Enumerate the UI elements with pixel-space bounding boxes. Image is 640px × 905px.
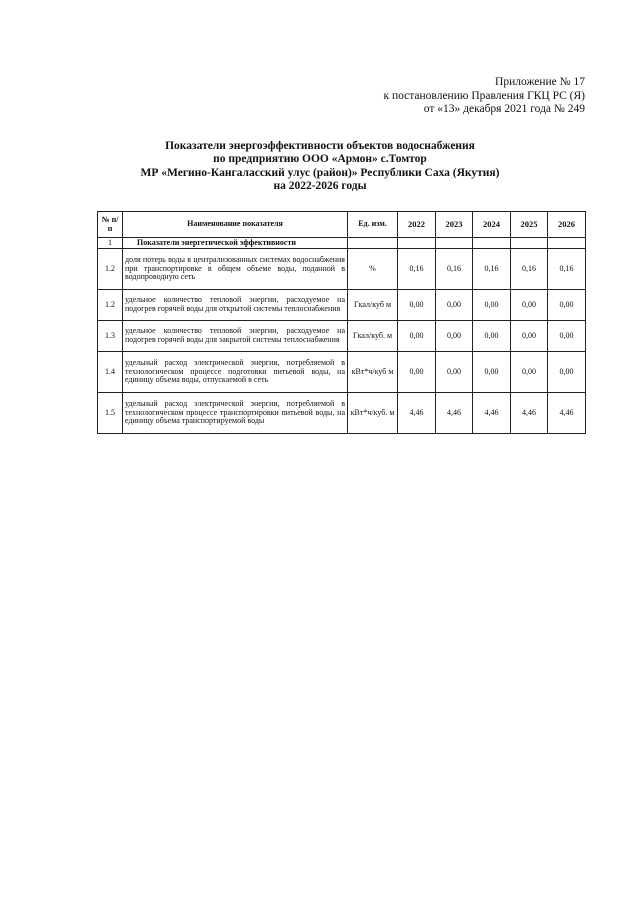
row-value: 0,00 xyxy=(398,321,436,352)
row-value: 0,00 xyxy=(511,321,548,352)
row-value: 0,00 xyxy=(398,352,436,393)
table-row xyxy=(98,321,586,352)
header-year: 2026 xyxy=(548,212,586,238)
row-unit: кВт*ч/куб. м xyxy=(348,393,398,434)
row-value: 0,00 xyxy=(436,352,473,393)
table-row xyxy=(98,290,586,321)
annex-header xyxy=(285,76,585,117)
indicators-table xyxy=(97,211,586,434)
header-year: 2022 xyxy=(398,212,436,238)
header-year: 2025 xyxy=(511,212,548,238)
row-value: 0,00 xyxy=(548,321,586,352)
row-num: 1.4 xyxy=(98,352,123,393)
row-value: 0,00 xyxy=(398,290,436,321)
row-num: 1.2 xyxy=(98,290,123,321)
row-value: 4,46 xyxy=(511,393,548,434)
row-value: 0,00 xyxy=(511,290,548,321)
annex-number: Приложение № 17 xyxy=(495,76,585,88)
header-num: № п/п xyxy=(98,212,123,238)
empty-cell xyxy=(436,238,473,249)
header-name: Наименование показателя xyxy=(123,212,348,238)
row-value: 0,16 xyxy=(436,249,473,290)
row-value: 0,16 xyxy=(511,249,548,290)
row-value: 0,00 xyxy=(436,290,473,321)
title-line-2: по предприятию ООО «Армон» с.Томтор xyxy=(213,153,427,166)
row-num: 1.3 xyxy=(98,321,123,352)
row-num: 1.5 xyxy=(98,393,123,434)
row-name: доля потерь воды в централизованных системах водоснабжения при транспортировке в общем объеме воды, поданной в водопроводную сеть xyxy=(123,249,348,290)
row-value: 0,00 xyxy=(511,352,548,393)
title-line-3: МР «Мегино-Кангаласский улус (район)» Республики Саха (Якутия) xyxy=(140,166,500,179)
row-value: 4,46 xyxy=(548,393,586,434)
row-name: удельный расход электрической энергии, потребляемой в технологическом процессе подготовки питьевой воды, на единицу объема воды, отпускаемой в сеть xyxy=(123,352,348,393)
row-unit: Гкал/куб м xyxy=(348,290,398,321)
row-unit: Гкал/куб. м xyxy=(348,321,398,352)
row-unit: % xyxy=(348,249,398,290)
row-name: удельное количество тепловой энергии, расходуемое на подогрев горячей воды для открытой системы теплоснабжения xyxy=(123,290,348,321)
empty-cell xyxy=(511,238,548,249)
row-value: 0,00 xyxy=(473,352,511,393)
header-unit: Ед. изм. xyxy=(348,212,398,238)
empty-cell xyxy=(548,238,586,249)
row-name: удельное количество тепловой энергии, расходуемое на подогрев горячей воды для закрытой системы теплоснабжения xyxy=(123,321,348,352)
empty-cell xyxy=(473,238,511,249)
row-num: 1.2 xyxy=(98,249,123,290)
empty-cell xyxy=(398,238,436,249)
row-value: 4,46 xyxy=(436,393,473,434)
row-value: 0,00 xyxy=(436,321,473,352)
table-header-row xyxy=(98,212,586,238)
row-value: 0,16 xyxy=(398,249,436,290)
empty-cell xyxy=(348,238,398,249)
table-row xyxy=(98,249,586,290)
row-value: 0,00 xyxy=(548,352,586,393)
annex-date: от «13» декабря 2021 года № 249 xyxy=(423,103,585,115)
row-value: 4,46 xyxy=(473,393,511,434)
header-year: 2023 xyxy=(436,212,473,238)
section-name: Показатели энергетической эффективности xyxy=(123,238,348,249)
annex-reference: к постановлению Правления ГКЦ РС (Я) xyxy=(383,89,585,102)
row-name: удельный расход электрической энергии, потребляемой в технологическом процессе транспортировки питьевой воды, на единицу объема транспортируемой воды xyxy=(123,393,348,434)
title-line-1: Показатели энергоэффективности объектов водоснабжения xyxy=(165,140,475,152)
row-unit: кВт*ч/куб м xyxy=(348,352,398,393)
section-num: 1 xyxy=(98,238,123,249)
header-year: 2024 xyxy=(473,212,511,238)
row-value: 0,16 xyxy=(473,249,511,290)
table-row xyxy=(98,393,586,434)
table-row xyxy=(98,352,586,393)
document-title xyxy=(0,140,640,194)
title-line-4: на 2022-2026 годы xyxy=(273,180,367,193)
table-section-row xyxy=(98,238,586,249)
row-value: 0,00 xyxy=(473,290,511,321)
row-value: 0,00 xyxy=(548,290,586,321)
row-value: 4,46 xyxy=(398,393,436,434)
row-value: 0,16 xyxy=(548,249,586,290)
row-value: 0,00 xyxy=(473,321,511,352)
